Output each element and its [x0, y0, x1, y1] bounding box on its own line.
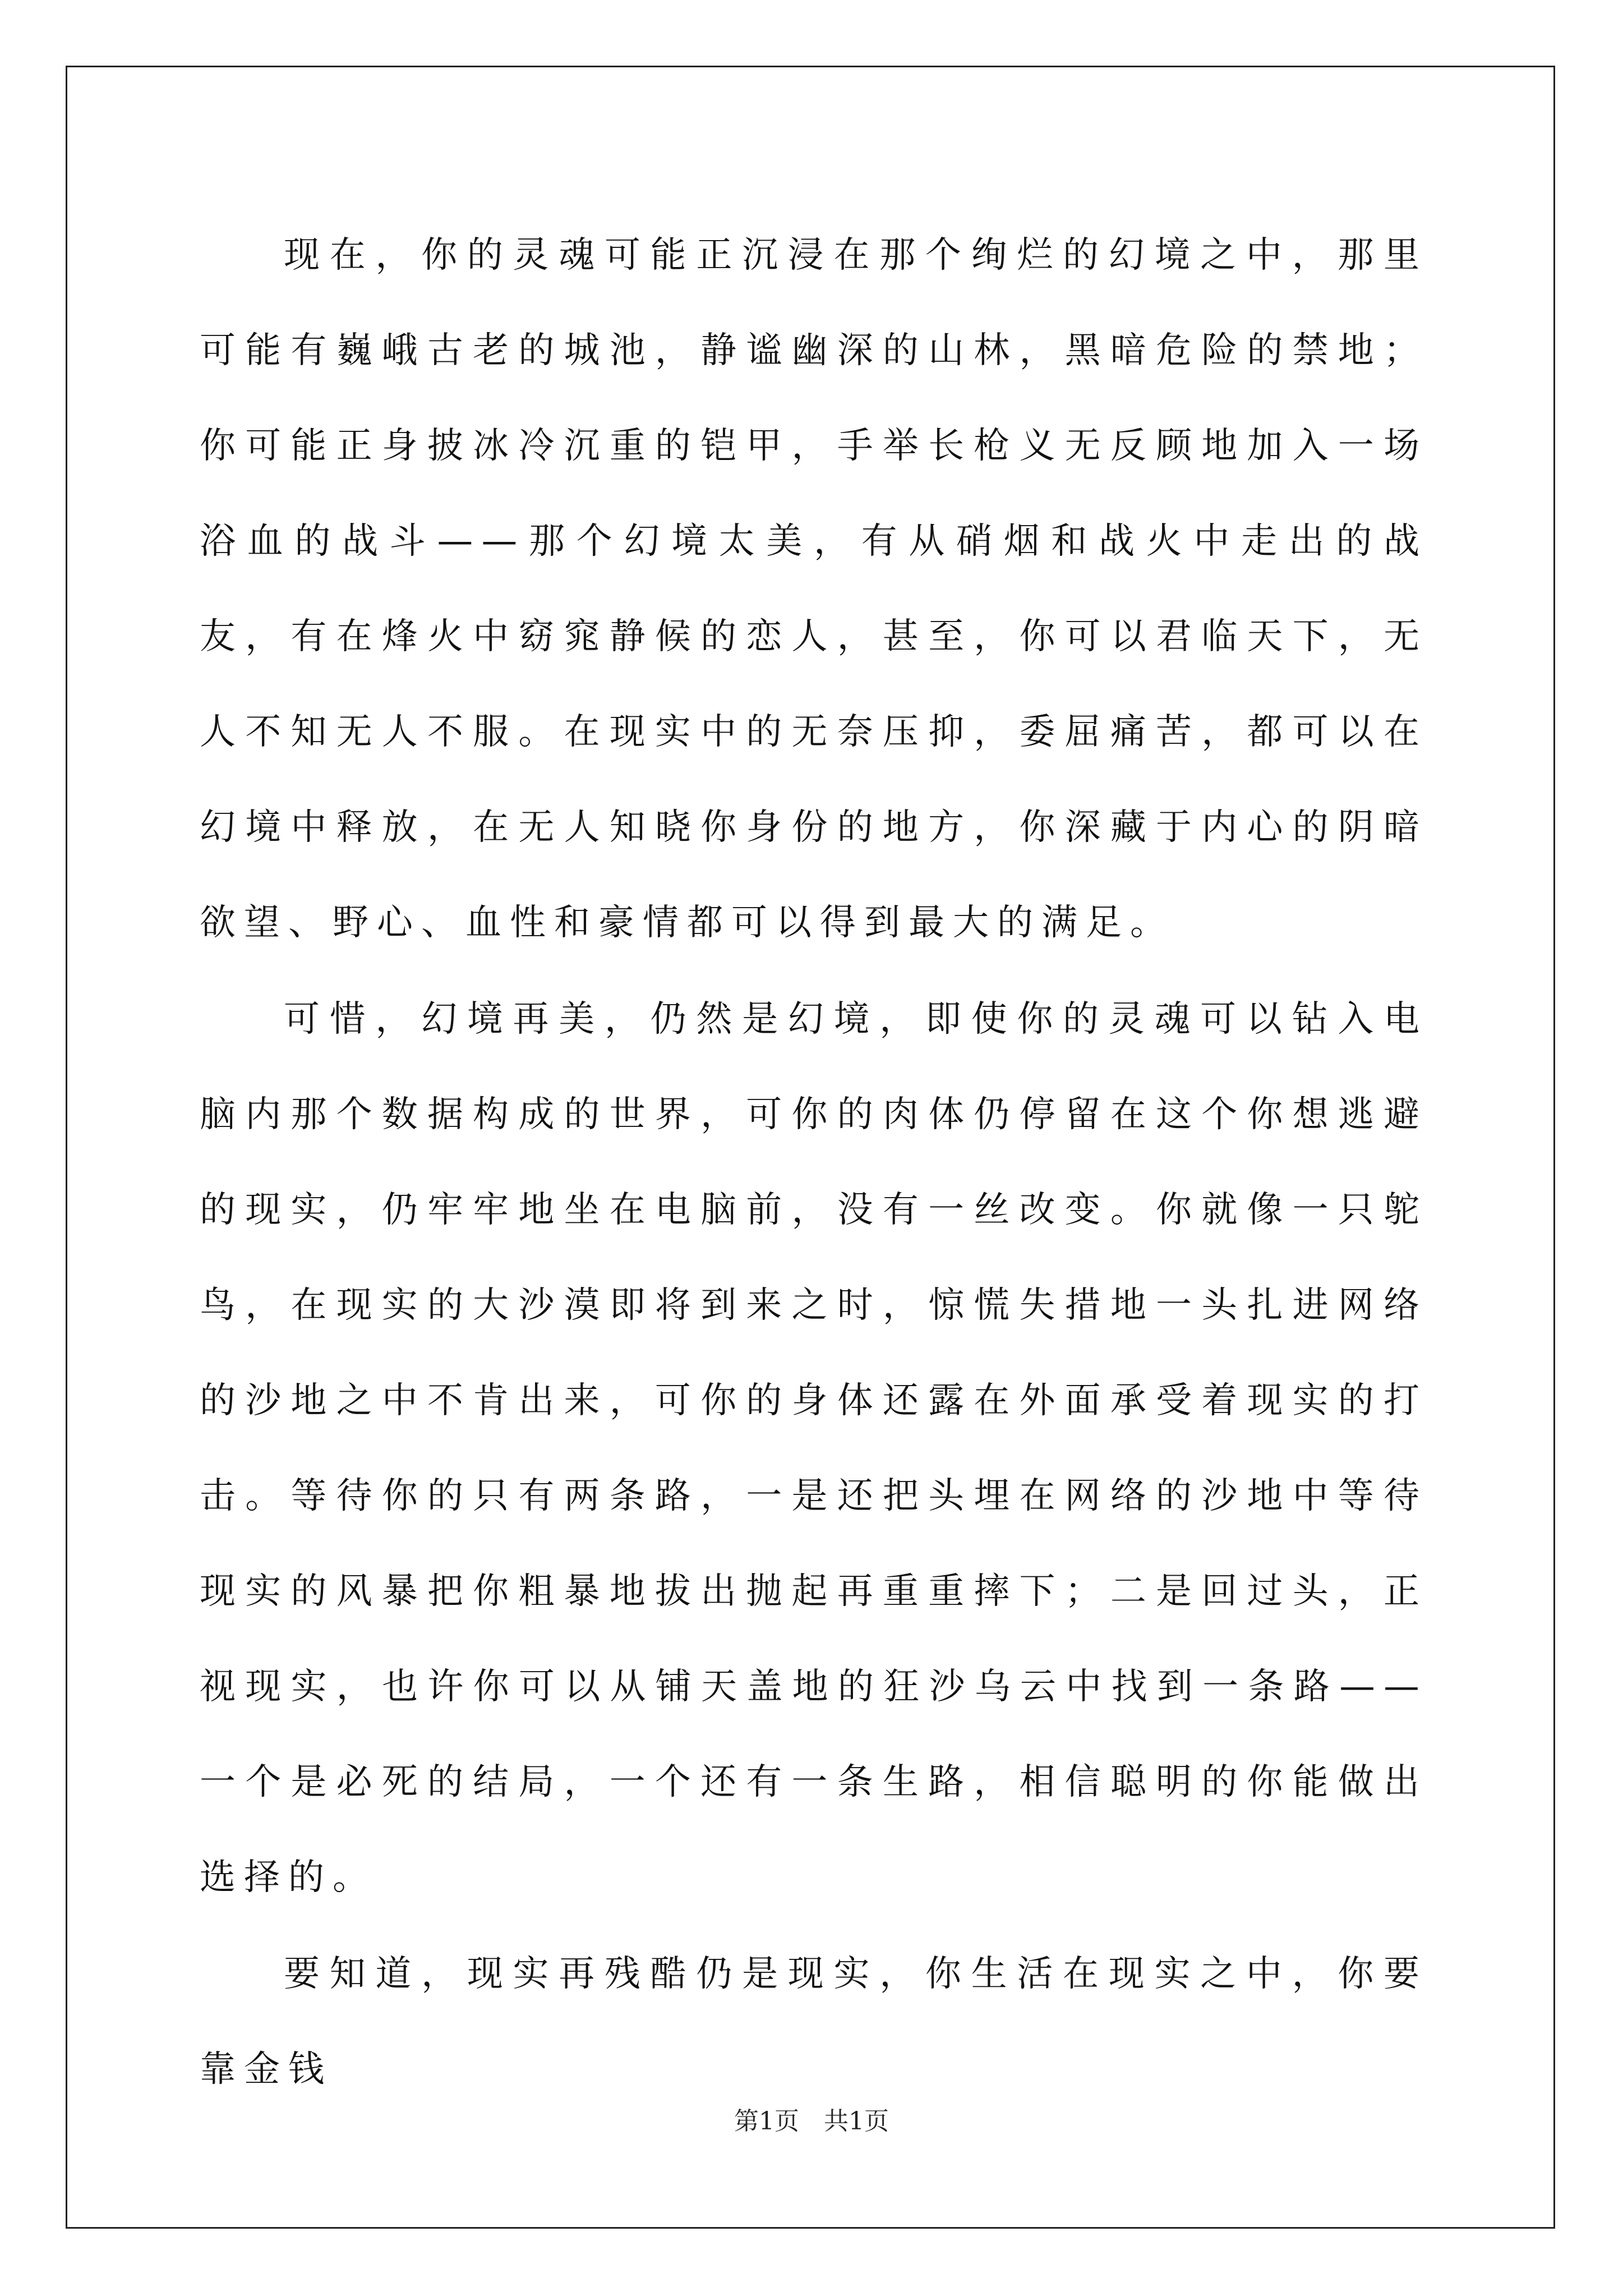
- page-number-total: 共1页: [824, 2107, 889, 2136]
- paragraph-3: 要知道，现实再残酷仍是现实，你生活在现实之中，你要靠金钱: [200, 1953, 1428, 2090]
- paragraph-1: 现在，你的灵魂可能正沉浸在那个绚烂的幻境之中，那里可能有巍峨古老的城池，静谧幽深的山林，黑暗危险的禁地；你可能正身披冰冷沉重的铠甲，手举长枪义无反顾地加入一场浴血的战斗——那个幻境太美，有从硝烟和战火中走出的战友，有在烽火中窈窕静候的恋人，甚至，你可以君临天下，无人不知无人不服。在现实中的无奈压抑，委屈痛苦，都可以在幻境中释放，在无人知晓你身份的地方，你深藏于内心的阴暗欲望、野心、血性和豪情都可以得到最大的满足。: [200, 234, 1428, 944]
- page-number-current: 第1页: [734, 2107, 799, 2136]
- page-footer: [0, 2101, 1623, 2137]
- paragraph-2: 可惜，幻境再美，仍然是幻境，即使你的灵魂可以钻入电脑内那个数据构成的世界，可你的肉体仍停留在这个你想逃避的现实，仍牢牢地坐在电脑前，没有一丝改变。你就像一只鸵鸟，在现实的大沙漠即将到来之时，惊慌失措地一头扎进网络的沙地之中不肯出来，可你的身体还露在外面承受着现实的打击。等待你的只有两条路，一是还把头埋在网络的沙地中等待现实的风暴把你粗暴地拔出抛起再重重摔下；二是回过头，正视现实，也许你可以从铺天盖地的狂沙乌云中找到一条路——一个是必死的结局，一个还有一条生路，相信聪明的你能做出选择的。: [200, 999, 1428, 1898]
- document-body: [200, 208, 1428, 2117]
